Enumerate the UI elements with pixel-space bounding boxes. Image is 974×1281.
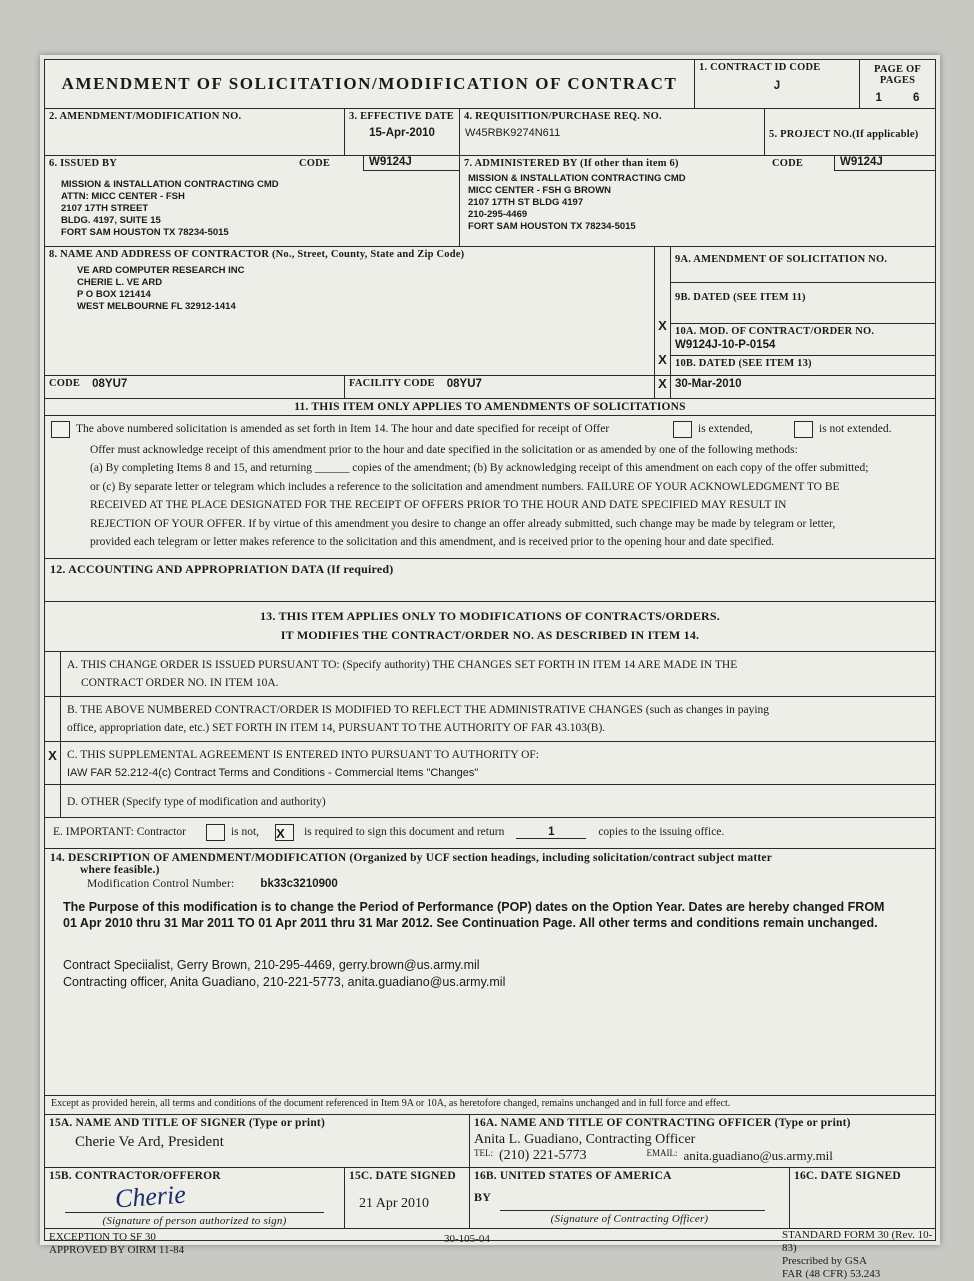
block13b-mark — [45, 697, 61, 741]
block13a-line2: CONTRACT ORDER NO. IN ITEM 10A. — [81, 677, 279, 689]
facility-code-label: FACILITY CODE — [349, 378, 435, 389]
scanned-form-page — [40, 55, 940, 1280]
footer-left1: EXCEPTION TO SF 30 — [49, 1230, 156, 1243]
block4-value: W45RBK9274N611 — [465, 127, 561, 139]
block14-label2: where feasible.) — [80, 863, 160, 876]
block10a-mod-of-contract[interactable] — [671, 324, 935, 356]
block14-contact2: Contracting officer, Anita Guadiano, 210-221-5773, anita.guadiano@us.army.mil — [63, 974, 506, 989]
block16b-usa[interactable] — [470, 1168, 790, 1228]
block9b-label: 9B. DATED (SEE ITEM 11) — [675, 292, 806, 303]
is-required-checkbox[interactable] — [265, 824, 294, 842]
block10b-label: 10B. DATED (SEE ITEM 13) — [675, 358, 812, 369]
tel-label: TEL: — [474, 1147, 493, 1158]
block6-address-line: ATTN: MICC CENTER - FSH — [61, 191, 185, 202]
is-extended-checkbox[interactable] — [673, 416, 692, 439]
block16b-label: 16B. UNITED STATES OF AMERICA — [474, 1169, 672, 1182]
block11-extension-row — [45, 415, 935, 439]
block13c-line2: IAW FAR 52.212-4(c) Contract Terms and Conditions - Commercial Items "Changes" — [67, 767, 479, 779]
block13a-mark — [45, 652, 61, 696]
blocks-2-5-row — [45, 109, 935, 156]
block13e-isnot-label: is not, — [230, 826, 260, 839]
block13b-row[interactable] — [45, 697, 935, 742]
block15c-label: 15C. DATE SIGNED — [349, 1169, 456, 1182]
signature-row — [45, 1168, 935, 1229]
block14-body1: The Purpose of this modification is to change the Period of Performance (POP) dates on the Option Year. Dates are hereby changed FROM — [63, 899, 885, 914]
footer-right1: STANDARD FORM 30 (Rev. 10-83) — [782, 1228, 933, 1254]
block9a-label: 9A. AMENDMENT OF SOLICITATION NO. — [675, 254, 888, 265]
block13c-line1: C. THIS SUPPLEMENTAL AGREEMENT IS ENTERED INTO PURSUANT TO AUTHORITY OF: — [67, 748, 539, 761]
block16a-value: Anita L. Guadiano, Contracting Officer — [474, 1131, 696, 1147]
block8-code-value: 08YU7 — [92, 378, 128, 390]
mark-column-2 — [655, 376, 671, 398]
block16a-label: 16A. NAME AND TITLE OF CONTRACTING OFFICER (Type or print) — [474, 1116, 851, 1129]
contract-id-label: 1. CONTRACT ID CODE — [699, 62, 821, 73]
block6-label: 6. ISSUED BY — [49, 158, 118, 169]
block13e-row — [45, 818, 935, 849]
block3-value: 15-Apr-2010 — [369, 127, 435, 139]
block11-paragraphs — [45, 439, 935, 558]
form-title-cell — [45, 60, 695, 108]
block11-para5: REJECTION OF YOUR OFFER. If by virtue of this amendment you desire to change an offer already submitted, such change may be made by telegram or letter, — [90, 517, 836, 530]
tel-value: (210) 221-5773 — [499, 1147, 587, 1163]
footer-left — [45, 1229, 349, 1273]
is-not-extended-checkbox[interactable] — [794, 416, 813, 439]
page-title: AMENDMENT OF SOLICITATION/MODIFICATION OF CONTRACT — [61, 74, 678, 93]
block10a-x-mark: X — [658, 318, 667, 333]
block11-line1: The above numbered solicitation is amended as set forth in Item 14. The hour and date specified for receipt of Offer — [76, 423, 610, 435]
page-number: 1 — [875, 92, 882, 104]
block7-address-line: 2107 17TH ST BLDG 4197 — [468, 197, 584, 208]
block8-address-line: CHERIE L. VE ARD — [77, 277, 163, 288]
mcn-label: Modification Control Number: — [87, 877, 235, 890]
block7-address-line: 210-295-4469 — [468, 209, 528, 220]
sf30-form — [44, 59, 936, 1280]
block16c-date-signed[interactable] — [790, 1168, 935, 1228]
block11-para2: (a) By completing Items 8 and 15, and returning ______ copies of the amendment; (b) By acknowledging receipt of this amendment on each copy of the offer submitted; — [90, 462, 869, 474]
block2-amendment-no[interactable] — [45, 109, 345, 155]
block13c-row[interactable] — [45, 742, 935, 785]
block10b-x-mark: X — [658, 352, 667, 367]
block16c-label: 16C. DATE SIGNED — [794, 1169, 901, 1182]
footer-right3: FAR (48 CFR) 53.243 — [782, 1267, 881, 1280]
block10b-date-value-cell[interactable] — [671, 376, 935, 398]
footer-center — [349, 1229, 744, 1273]
block10a-value: W9124J-10-P-0154 — [675, 339, 776, 351]
contract-id-value: J — [773, 80, 781, 92]
blocks-9-10-stack — [671, 247, 935, 375]
block8-label: 8. NAME AND ADDRESS OF CONTRACTOR (No., Street, County, State and Zip Code) — [49, 249, 465, 260]
footer-right — [744, 1228, 935, 1280]
block15a-signer[interactable] — [45, 1115, 470, 1167]
block3-effective-date[interactable] — [345, 109, 460, 155]
pages-total: 6 — [913, 92, 920, 104]
block10b-value: 30-Mar-2010 — [675, 378, 742, 390]
mark-column — [655, 247, 671, 375]
block3-label: 3. EFFECTIVE DATE — [349, 111, 455, 122]
block9b-dated[interactable] — [671, 283, 935, 324]
block8-address-line: WEST MELBOURNE FL 32912-1414 — [77, 301, 236, 312]
block11-heading: 11. THIS ITEM ONLY APPLIES TO AMENDMENTS OF SOLICITATIONS — [294, 401, 686, 413]
block14-body2: 01 Apr 2010 thru 31 Mar 2011 TO 01 Apr 2011 thru 31 Mar 2012. See Continuation Page. All other terms and conditions remain unchanged. — [63, 915, 878, 930]
block13a-row[interactable] — [45, 652, 935, 697]
block13c-mark-cell — [45, 742, 61, 784]
footer-center-code: 30-105-04 — [444, 1232, 490, 1245]
block2-value — [45, 124, 344, 130]
block13e-required-label: is required to sign this document and return — [304, 826, 505, 839]
is-required-x-mark: X — [276, 826, 285, 842]
facility-code-value: 08YU7 — [446, 378, 482, 390]
blocks-15a-16a-row — [45, 1115, 935, 1168]
block15b-contractor-offeror[interactable] — [45, 1168, 345, 1228]
block14-contact1: Contract Speciialist, Gerry Brown, 210-295-4469, gerry.brown@us.army.mil — [63, 957, 480, 972]
block13d-mark — [45, 785, 61, 817]
block13-heading2: IT MODIFIES THE CONTRACT/ORDER NO. AS DESCRIBED IN ITEM 14. — [280, 627, 700, 642]
block5-label: 5. PROJECT NO.(If applicable) — [769, 129, 919, 140]
block7-code-value: W9124J — [834, 156, 935, 171]
block13e-copies-value[interactable]: 1 — [516, 826, 586, 839]
block11-para1: Offer must acknowledge receipt of this amendment prior to the hour and date specified in the solicitation or as amended by one of the following methods: — [90, 443, 798, 456]
block6-issued-by[interactable] — [45, 156, 460, 246]
block13e-suffix-label: copies to the issuing office. — [598, 826, 725, 839]
block6-address-line: MISSION & INSTALLATION CONTRACTING CMD — [61, 179, 279, 190]
blocks-8-10-row — [45, 247, 935, 376]
footer-left2: APPROVED BY OIRM 11-84 — [49, 1243, 185, 1256]
blocks-6-7-row — [45, 156, 935, 247]
block8-address-line: P O BOX 121414 — [77, 289, 151, 300]
block13-heading1: 13. THIS ITEM APPLIES ONLY TO MODIFICATIONS OF CONTRACTS/ORDERS. — [259, 608, 720, 623]
mcn-value: bk33c3210900 — [260, 877, 338, 890]
extension-checkbox-1[interactable] — [45, 416, 70, 439]
is-not-required-checkbox[interactable] — [192, 824, 225, 842]
contract-id-cell — [695, 60, 860, 108]
block13b-line1: B. THE ABOVE NUMBERED CONTRACT/ORDER IS MODIFIED TO REFLECT THE ADMINISTRATIVE CHANGES (such as changes in paying — [67, 703, 770, 716]
block8-contractor[interactable] — [45, 247, 655, 375]
block13e-prefix: E. IMPORTANT: Contractor — [53, 826, 186, 839]
block7-address-line: MICC CENTER - FSH G BROWN — [468, 185, 612, 196]
block4-label: 4. REQUISITION/PURCHASE REQ. NO. — [464, 111, 662, 122]
block13c-x-mark: X — [48, 747, 57, 763]
block9a-amendment-of-solicitation[interactable] — [671, 247, 935, 283]
block16a-contracting-officer[interactable] — [470, 1115, 935, 1167]
block5-project-no[interactable] — [765, 109, 935, 155]
block13-heading — [45, 602, 935, 652]
block15c-value: 21 Apr 2010 — [359, 1195, 429, 1211]
block10a-label: 10A. MOD. OF CONTRACT/ORDER NO. — [675, 326, 875, 337]
block14-label1: 14. DESCRIPTION OF AMENDMENT/MODIFICATION (Organized by UCF section headings, including solicitation/contract subject matter — [50, 851, 773, 864]
is-not-extended-label: is not extended. — [819, 423, 892, 435]
block11-para3: or (c) By separate letter or telegram which includes a reference to the solicitation and amendment numbers. FAILURE OF YOUR ACKNOWLEDGMENT TO BE — [90, 480, 840, 493]
email-value: anita.guadiano@us.army.mil — [683, 1147, 833, 1163]
block15b-label: 15B. CONTRACTOR/OFFEROR — [49, 1169, 221, 1182]
block12-accounting[interactable] — [45, 559, 935, 602]
form-footer — [45, 1228, 935, 1280]
block8-facility-code[interactable] — [345, 376, 655, 398]
contractor-signature: Cherie — [114, 1179, 187, 1213]
title-row — [45, 60, 935, 109]
is-extended-label: is extended, — [698, 423, 753, 435]
code-facility-row — [45, 376, 935, 399]
block6-address-line: 2107 17TH STREET — [61, 203, 149, 214]
block7-administered-by[interactable] — [460, 156, 935, 246]
page-of-pages-cell — [860, 60, 935, 108]
except-clause-row — [45, 1096, 935, 1115]
block6-code-value: W9124J — [363, 156, 459, 171]
block15c-date-signed[interactable] — [345, 1168, 470, 1228]
email-label: EMAIL: — [646, 1147, 678, 1158]
block15a-label: 15A. NAME AND TITLE OF SIGNER (Type or print) — [49, 1116, 325, 1129]
block8-code-label: CODE — [49, 378, 81, 389]
block7-code-label: CODE — [772, 158, 804, 169]
block2-label: 2. AMENDMENT/MODIFICATION NO. — [49, 111, 242, 122]
block8-address-line: VE ARD COMPUTER RESEARCH INC — [77, 265, 245, 276]
block15b-caption: (Signature of person authorized to sign) — [102, 1214, 287, 1227]
block6-address-line: BLDG. 4197, SUITE 15 — [61, 215, 161, 226]
block16b-caption: (Signature of Contracting Officer) — [550, 1212, 709, 1225]
block11-section — [45, 399, 935, 559]
block16b-by-label: BY — [474, 1189, 492, 1204]
block11-para6: provided each telegram or letter makes reference to the solicitation and this amendment, and is received prior to the opening hour and date specified. — [90, 536, 775, 548]
block15a-value: Cherie Ve Ard, President — [75, 1133, 224, 1150]
block7-address-line: MISSION & INSTALLATION CONTRACTING CMD — [468, 173, 686, 184]
block13a-line1: A. THIS CHANGE ORDER IS ISSUED PURSUANT TO: (Specify authority) THE CHANGES SET FORTH IN ITEM 14 ARE MADE IN THE — [67, 658, 738, 671]
block13d-line: D. OTHER (Specify type of modification and authority) — [67, 795, 326, 808]
block10b-dated[interactable] — [671, 356, 935, 377]
block11-para4: RECEIVED AT THE PLACE DESIGNATED FOR THE RECEIPT OF OFFERS PRIOR TO THE HOUR AND DATE SPECIFIED MAY RESULT IN — [90, 499, 787, 511]
block12-label: 12. ACCOUNTING AND APPROPRIATION DATA (If required) — [50, 561, 394, 576]
footer-right2: Prescribed by GSA — [782, 1254, 867, 1267]
block13b-line2: office, appropriation date, etc.) SET FORTH IN ITEM 14, PURSUANT TO THE AUTHORITY OF FAR 43.103(B). — [67, 722, 606, 734]
block8-code[interactable] — [45, 376, 345, 398]
page-of-pages-label: PAGE OF PAGES — [874, 64, 921, 86]
block10b-x-mark-2: X — [658, 376, 667, 391]
block6-code-label: CODE — [299, 158, 331, 169]
block7-address-line: FORT SAM HOUSTON TX 78234-5015 — [468, 221, 636, 232]
block4-requisition-no[interactable] — [460, 109, 765, 155]
block14-description[interactable] — [45, 849, 935, 1096]
block6-address-line: FORT SAM HOUSTON TX 78234-5015 — [61, 227, 229, 238]
block13d-row[interactable] — [45, 785, 935, 818]
block7-label: 7. ADMINISTERED BY (If other than item 6) — [464, 158, 679, 169]
except-clause-text: Except as provided herein, all terms and conditions of the document referenced in Item 9A or 10A, as heretofore changed, remains unchanged and in full force and effect. — [51, 1097, 731, 1109]
